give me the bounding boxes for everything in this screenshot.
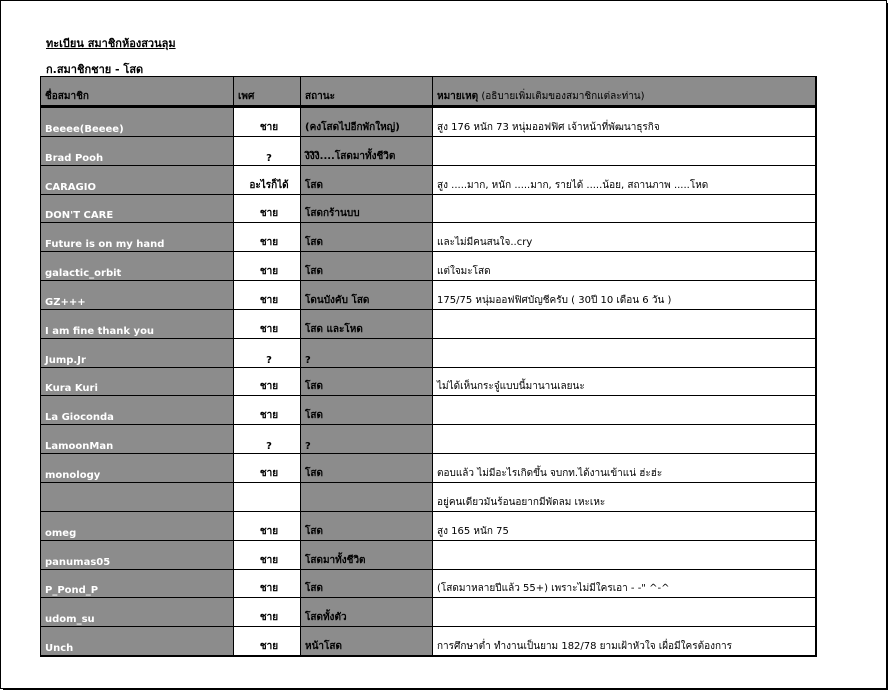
table-row — [41, 396, 817, 425]
member-name-cell: Kura Kuri — [41, 367, 234, 396]
member-name-cell: DON'T CARE — [41, 194, 234, 223]
table-row — [41, 598, 817, 627]
table-row — [41, 223, 817, 252]
member-note-cell: สูง 165 หนัก 75 — [433, 511, 817, 540]
member-status-cell: โสดทั้งตัว — [301, 598, 433, 627]
table-row — [41, 281, 817, 310]
member-name-cell: GZ+++ — [41, 281, 234, 310]
table-row — [41, 627, 817, 656]
table-row — [41, 569, 817, 598]
table-row — [41, 309, 817, 338]
member-note-cell — [433, 194, 817, 223]
table-header-row — [41, 77, 817, 107]
table-row — [41, 136, 817, 165]
member-name-cell: udom_su — [41, 598, 234, 627]
member-sex-cell: ชาย — [234, 511, 301, 540]
member-sex-cell: ชาย — [234, 454, 301, 483]
table-row — [41, 367, 817, 396]
table-row — [41, 107, 817, 137]
document-title — [46, 34, 198, 52]
member-note-cell: (โสดมาหลายปีแล้ว 55+) เพราะไม่มีใครเอา - -" ^-^ — [433, 569, 817, 598]
member-note-cell: แต่ใจมะโสด — [433, 252, 817, 281]
table-row — [41, 194, 817, 223]
member-note-cell: สูง .....มาก, หนัก .....มาก, รายได้ .....น้อย, สถานภาพ .....โหด — [433, 165, 817, 194]
member-sex-cell: ? — [234, 425, 301, 454]
member-name-cell: galactic_orbit — [41, 252, 234, 281]
member-name-cell: P_Pond_P — [41, 569, 234, 598]
member-sex-cell: ชาย — [234, 309, 301, 338]
member-name-cell: panumas05 — [41, 540, 234, 569]
header-note — [433, 77, 817, 107]
document-title-text: ทะเบียน สมาชิกห้องสวนลุม — [46, 37, 176, 50]
section-subtitle: ก.สมาชิกชาย - โสด — [46, 63, 144, 76]
member-name-cell: Brad Pooh — [41, 136, 234, 165]
member-note-cell: อยู่คนเดียวมันร้อนอยากมีพัดลม เหะเหะ — [433, 482, 817, 511]
member-status-cell: โสด — [301, 569, 433, 598]
member-status-cell: (คงโสดไปอีกพักใหญ่) — [301, 107, 433, 137]
header-sex: เพศ — [234, 77, 301, 107]
member-status-cell: ? — [301, 425, 433, 454]
member-status-cell — [301, 482, 433, 511]
member-sex-cell: ชาย — [234, 598, 301, 627]
member-status-cell: โสด — [301, 367, 433, 396]
member-note-cell — [433, 396, 817, 425]
header-name: ชื่อสมาชิก — [41, 77, 234, 107]
table-row — [41, 252, 817, 281]
table-row — [41, 165, 817, 194]
member-sex-cell: ชาย — [234, 281, 301, 310]
member-sex-cell: ? — [234, 338, 301, 367]
member-note-cell — [433, 540, 817, 569]
member-note-cell — [433, 309, 817, 338]
member-status-cell: โสด — [301, 396, 433, 425]
table-row — [41, 540, 817, 569]
member-note-cell — [433, 338, 817, 367]
member-sex-cell: ? — [234, 136, 301, 165]
member-status-cell: โสด — [301, 165, 433, 194]
member-status-cell: โสด — [301, 511, 433, 540]
member-note-cell: การศึกษาต่ำ ทำงานเป็นยาม 182/78 ยามเฝ้าหัวใจ เผื่อมีใครต้องการ — [433, 627, 817, 656]
member-sex-cell: ชาย — [234, 223, 301, 252]
member-note-cell: สูง 176 หนัก 73 หนุ่มออฟฟิศ เจ้าหน้าที่พัฒนาธุรกิจ — [433, 107, 817, 137]
member-name-cell: monology — [41, 454, 234, 483]
member-status-cell: โสด และโหด — [301, 309, 433, 338]
member-note-cell: ไม่ได้เห็นกระจู๋แบบนี้มานานเลยนะ — [433, 367, 817, 396]
member-name-cell: I am fine thank you — [41, 309, 234, 338]
member-name-cell — [41, 482, 234, 511]
member-status-cell: ? — [301, 338, 433, 367]
member-status-cell: โสดกร้านบบ — [301, 194, 433, 223]
table-row — [41, 425, 817, 454]
member-status-cell: โสดมาทั้งชีวิต — [301, 540, 433, 569]
member-sex-cell: อะไรก็ได้ — [234, 165, 301, 194]
table-row — [41, 482, 817, 511]
member-name-cell: omeg — [41, 511, 234, 540]
table-row — [41, 511, 817, 540]
member-status-cell: โสด — [301, 223, 433, 252]
member-name-cell: Future is on my hand — [41, 223, 234, 252]
member-note-cell: 175/75 หนุ่มออฟฟิศบัญชีครับ ( 30ปี 10 เดือน 6 วัน ) — [433, 281, 817, 310]
header-status: สถานะ — [301, 77, 433, 107]
member-note-cell — [433, 425, 817, 454]
member-sex-cell — [234, 482, 301, 511]
member-sex-cell: ชาย — [234, 396, 301, 425]
member-sex-cell: ชาย — [234, 107, 301, 137]
member-name-cell: CARAGIO — [41, 165, 234, 194]
member-sex-cell: ชาย — [234, 252, 301, 281]
member-sex-cell: ชาย — [234, 194, 301, 223]
member-note-cell: ตอบแล้ว ไม่มีอะไรเกิดขึ้น จบกท.ได้งานเข้าแน่ ฮ่ะฮ่ะ — [433, 454, 817, 483]
members-table — [40, 76, 817, 657]
table-row — [41, 454, 817, 483]
header-note-rest: (อธิบายเพิ่มเติมของสมาชิกแต่ละท่าน) — [478, 91, 645, 102]
member-name-cell: LamoonMan — [41, 425, 234, 454]
member-status-cell: โสด — [301, 454, 433, 483]
member-status-cell: งิงิงิ....โสดมาทั้งชีวิต — [301, 136, 433, 165]
member-sex-cell: ชาย — [234, 540, 301, 569]
member-note-cell: และไม่มีคนสนใจ..cry — [433, 223, 817, 252]
member-name-cell: Unch — [41, 627, 234, 656]
member-note-cell — [433, 598, 817, 627]
member-status-cell: หน้าโสด — [301, 627, 433, 656]
member-status-cell: โดนบังคับ โสด — [301, 281, 433, 310]
table-row — [41, 338, 817, 367]
header-note-bold: หมายเหตุ — [437, 91, 479, 102]
member-note-cell — [433, 136, 817, 165]
member-name-cell: Jump.Jr — [41, 338, 234, 367]
member-sex-cell: ชาย — [234, 367, 301, 396]
member-status-cell: โสด — [301, 252, 433, 281]
member-sex-cell: ชาย — [234, 627, 301, 656]
member-sex-cell: ชาย — [234, 569, 301, 598]
member-name-cell: Beeee(Beeee) — [41, 107, 234, 137]
member-name-cell: La Gioconda — [41, 396, 234, 425]
